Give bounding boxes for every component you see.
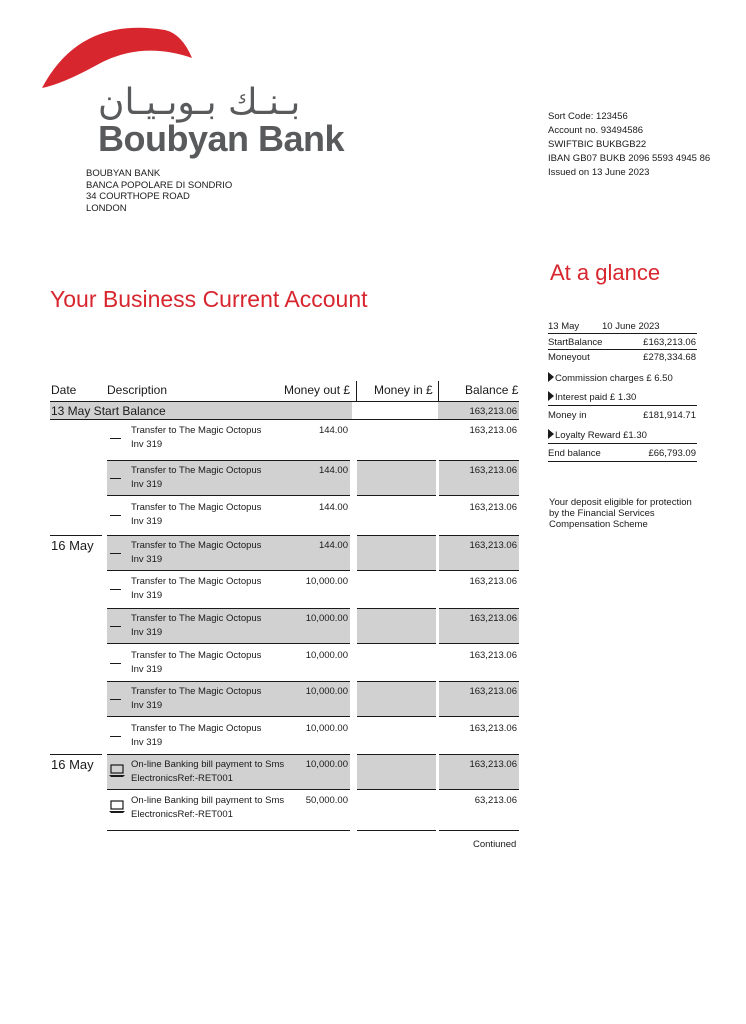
row-money-out: 10,000.00 — [305, 759, 348, 770]
row-description — [131, 464, 296, 492]
divider — [548, 405, 697, 406]
triangle-bullet-icon — [548, 391, 554, 401]
row-balance: 163,213.06 — [469, 613, 517, 624]
row-rule — [439, 570, 519, 571]
description-line: On-line Banking bill payment to Sms — [131, 795, 285, 806]
description-line: Transfer to The Magic Octopus — [131, 613, 262, 624]
row-rule — [439, 535, 519, 536]
row-money-out: 10,000.00 — [305, 650, 348, 661]
commission-text: Commission charges £ 6.50 — [555, 373, 673, 384]
divider — [548, 461, 697, 462]
dash-icon — [110, 736, 121, 737]
column-header-money-in: Money in £ — [374, 383, 433, 397]
continued-note: Contiuned — [473, 839, 517, 850]
address-line: 34 COURTHOPE ROAD — [86, 191, 190, 202]
swift-bic: SWIFTBIC BUKBGB22 — [548, 139, 647, 150]
row-shade — [357, 536, 436, 570]
column-header-balance: Balance £ — [465, 383, 519, 397]
deposit-protection-note — [549, 497, 719, 530]
row-balance: 163,213.06 — [469, 502, 517, 513]
description-line: Inv 319 — [131, 479, 163, 490]
row-rule — [357, 460, 436, 461]
description-line: Transfer to The Magic Octopus — [131, 425, 262, 436]
divider — [548, 349, 697, 350]
row-balance: 163,213.06 — [469, 540, 517, 551]
description-line: Inv 319 — [131, 554, 163, 565]
end-balance-label: End balance — [548, 448, 601, 459]
period-start: 13 May — [548, 321, 580, 332]
row-rule — [439, 643, 519, 644]
row-description — [131, 424, 296, 452]
row-rule — [357, 608, 436, 609]
row-rule — [357, 535, 436, 536]
row-money-out: 10,000.00 — [305, 686, 348, 697]
money-out-value: £278,334.68 — [643, 352, 696, 363]
divider — [548, 443, 697, 444]
row-balance: 163,213.06 — [469, 759, 517, 770]
dash-icon — [110, 663, 121, 664]
account-number: Account no. 93494586 — [548, 125, 644, 136]
row-balance: 163,213.06 — [469, 686, 517, 697]
loyalty-text: Loyalty Reward £1.30 — [555, 430, 647, 441]
column-header-money-out: Money out £ — [284, 383, 351, 397]
description-line: Inv 319 — [131, 627, 163, 638]
row-money-out: 10,000.00 — [305, 576, 348, 587]
column-separator — [438, 381, 439, 401]
start-balance-label: 13 May Start Balance — [51, 404, 166, 418]
row-money-out: 144.00 — [318, 540, 348, 551]
row-rule — [357, 643, 436, 644]
row-balance: 163,213.06 — [469, 425, 517, 436]
description-line: Transfer to The Magic Octopus — [131, 576, 262, 587]
row-date: 16 May — [51, 538, 94, 553]
row-rule — [107, 716, 350, 717]
note-line: by the Financial Services — [549, 508, 655, 519]
dash-icon — [110, 438, 121, 439]
issue-date: Issued on 13 June 2023 — [548, 167, 650, 178]
row-balance: 163,213.06 — [469, 723, 517, 734]
row-money-out: 10,000.00 — [305, 613, 348, 624]
row-rule — [107, 754, 350, 755]
end-balance-value: £66,793.09 — [648, 448, 696, 459]
row-description — [131, 758, 296, 786]
row-shade — [357, 755, 436, 789]
dash-icon — [110, 589, 121, 590]
money-in-label: Money in — [548, 410, 587, 421]
table-bottom-rule — [107, 830, 350, 831]
description-line: On-line Banking bill payment to Sms — [131, 759, 285, 770]
date-rule — [50, 754, 102, 755]
description-line: Transfer to The Magic Octopus — [131, 650, 262, 661]
row-rule — [439, 789, 519, 790]
iban: IBAN GB07 BUKB 2096 5593 4945 86 — [548, 153, 711, 164]
row-description — [131, 722, 296, 750]
row-rule — [50, 419, 519, 420]
account-info — [548, 110, 710, 180]
row-rule — [357, 754, 436, 755]
description-line: Transfer to The Magic Octopus — [131, 540, 262, 551]
row-rule — [439, 754, 519, 755]
description-line: Transfer to The Magic Octopus — [131, 502, 262, 513]
row-money-out: 144.00 — [318, 465, 348, 476]
description-line: Inv 319 — [131, 664, 163, 675]
row-money-out: 50,000.00 — [305, 795, 348, 806]
dash-icon — [110, 626, 121, 627]
row-rule — [439, 716, 519, 717]
row-description — [131, 612, 296, 640]
description-line: ElectronicsRef:-RET001 — [131, 809, 233, 820]
row-shade — [357, 461, 436, 495]
dash-icon — [110, 478, 121, 479]
divider — [548, 333, 697, 334]
description-line: Transfer to The Magic Octopus — [131, 465, 262, 476]
row-money-out: 144.00 — [318, 502, 348, 513]
row-rule — [107, 643, 350, 644]
triangle-bullet-icon — [548, 429, 554, 439]
row-description — [131, 575, 296, 603]
row-description — [131, 685, 296, 713]
address-line: LONDON — [86, 202, 127, 214]
table-bottom-rule — [439, 830, 519, 831]
row-description — [131, 501, 296, 529]
laptop-icon — [108, 800, 126, 814]
bank-address — [86, 168, 232, 214]
period-end: 10 June 2023 — [602, 321, 660, 332]
dash-icon — [110, 699, 121, 700]
row-shade — [357, 682, 436, 716]
row-rule — [357, 681, 436, 682]
description-line: Inv 319 — [131, 439, 163, 450]
address-line: BANCA POPOLARE DI SONDRIO — [86, 179, 233, 191]
row-rule — [107, 608, 350, 609]
row-rule — [357, 789, 436, 790]
logo-english-text: Boubyan Bank — [98, 118, 345, 159]
description-line: Transfer to The Magic Octopus — [131, 686, 262, 697]
dash-icon — [110, 553, 121, 554]
row-description — [131, 539, 296, 567]
column-header-description: Description — [107, 383, 168, 397]
row-rule — [107, 681, 350, 682]
address-line: BOUBYAN BANK — [86, 168, 161, 179]
row-rule — [439, 495, 519, 496]
row-rule — [439, 608, 519, 609]
row-shade — [357, 609, 436, 643]
row-money-out: 144.00 — [318, 425, 348, 436]
row-rule — [107, 535, 350, 536]
description-line: Inv 319 — [131, 516, 163, 527]
money-out-label: Moneyout — [548, 352, 590, 363]
laptop-icon — [108, 764, 126, 778]
description-line: Transfer to The Magic Octopus — [131, 723, 262, 734]
glance-title: At a glance — [550, 260, 661, 285]
row-date: 16 May — [51, 757, 94, 772]
description-line: ElectronicsRef:-RET001 — [131, 773, 233, 784]
start-balance-value: £163,213.06 — [643, 337, 696, 348]
description-line: Inv 319 — [131, 700, 163, 711]
row-rule — [107, 460, 350, 461]
table-bottom-rule — [357, 830, 436, 831]
date-rule — [50, 535, 102, 536]
start-balance-value: 163,213.06 — [469, 406, 517, 417]
description-line: Inv 319 — [131, 590, 163, 601]
row-rule — [107, 495, 350, 496]
statement-title: Your Business Current Account — [50, 286, 368, 312]
row-rule — [439, 681, 519, 682]
row-description — [131, 649, 296, 677]
row-rule — [357, 716, 436, 717]
money-in-value: £181,914.71 — [643, 410, 696, 421]
dash-icon — [110, 515, 121, 516]
row-balance: 163,213.06 — [469, 650, 517, 661]
note-line: Compensation Scheme — [549, 519, 648, 530]
row-money-out: 10,000.00 — [305, 723, 348, 734]
triangle-bullet-icon — [548, 372, 554, 382]
row-balance: 163,213.06 — [469, 576, 517, 587]
row-description — [131, 794, 296, 822]
row-balance: 63,213.06 — [474, 795, 517, 806]
sort-code: Sort Code: 123456 — [548, 111, 628, 122]
row-balance: 163,213.06 — [469, 465, 517, 476]
description-line: Inv 319 — [131, 737, 163, 748]
row-rule — [439, 460, 519, 461]
row-rule — [107, 789, 350, 790]
logo-arabic-text: بـنـك بـوبـيـان — [98, 82, 301, 123]
note-line: Your deposit eligible for protection — [549, 497, 692, 508]
column-header-date: Date — [51, 383, 77, 397]
row-rule — [357, 495, 436, 496]
column-separator — [356, 381, 357, 401]
row-rule — [357, 570, 436, 571]
start-balance-label: StartBalance — [548, 337, 603, 348]
row-rule — [107, 570, 350, 571]
interest-text: Interest paid £ 1.30 — [555, 392, 637, 403]
